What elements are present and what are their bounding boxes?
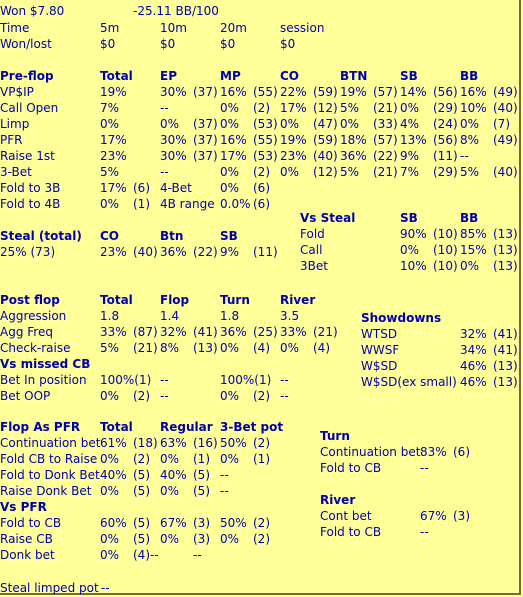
vs-steal-row-label: Fold (300, 227, 325, 241)
preflop-cell: 19% (340, 85, 367, 99)
preflop-cell: (40) (493, 101, 518, 115)
postflop-cell: (21) (133, 341, 158, 355)
postflop-cell: 1.4 (160, 309, 180, 323)
preflop-cell: -- (160, 165, 169, 179)
fold3b-label: Fold to 3B (0, 181, 61, 195)
vs-steal-cell: 90% (400, 227, 427, 241)
wonlost-session: $0 (280, 37, 296, 51)
preflop-cell: (40) (313, 149, 338, 163)
preflop-cell: 19% (280, 133, 307, 147)
vs-steal-cell: 85% (460, 227, 487, 241)
flop-pfr-cell: (5) (133, 468, 150, 482)
bet-in-position-turn: 100%(1) (220, 373, 272, 387)
postflop-row-label: Aggression (0, 309, 67, 323)
preflop-cell: 0% (220, 117, 240, 131)
fourbet-range-value: 0.0% (220, 197, 251, 211)
preflop-cell: 14% (400, 85, 427, 99)
preflop-col-mp: MP (220, 69, 241, 83)
preflop-cell: (7) (493, 117, 510, 131)
preflop-cell: 17% (220, 149, 247, 163)
flop-pfr-cell: (1) (253, 452, 270, 466)
bb-per-100: -25.11 BB/100 (133, 4, 219, 18)
vs-pfr-cell: (5) (133, 516, 150, 530)
postflop-cell: (21) (313, 325, 338, 339)
preflop-cell: (55) (253, 85, 278, 99)
preflop-cell: 0% (340, 117, 360, 131)
postflop-cell: (87) (133, 325, 158, 339)
postflop-cell: 0% (280, 341, 300, 355)
showdowns-title: Showdowns (361, 311, 442, 325)
fourbet-range-count: (6) (253, 197, 270, 211)
vs-steal-cell: 0% (400, 243, 420, 257)
postflop-cell: 33% (100, 325, 127, 339)
bet-in-position-total: 100%(1) (100, 373, 152, 387)
flop-pfr-cell: -- (220, 468, 229, 482)
steal-co-count: (40) (133, 245, 158, 259)
vs-steal-col-bb: BB (460, 211, 479, 225)
steal-col-sb: SB (220, 229, 238, 243)
preflop-cell: (53) (253, 149, 278, 163)
preflop-cell: (37) (193, 133, 218, 147)
preflop-cell: 5% (340, 165, 360, 179)
preflop-cell: 19% (100, 85, 127, 99)
showdown-cell: 46% (460, 359, 487, 373)
fourbet-label: 4-Bet (160, 181, 192, 195)
preflop-row-label: PFR (0, 133, 23, 147)
vs-pfr-row-label: Donk bet (0, 548, 55, 562)
wonlost-10m: $0 (160, 37, 176, 51)
postflop-row-label: Check-raise (0, 341, 71, 355)
preflop-col-sb: SB (400, 69, 418, 83)
vs-pfr-cell: 60% (100, 516, 127, 530)
steal-title: Steal (total) (0, 229, 82, 243)
flop-pfr-cell: -- (220, 484, 229, 498)
showdown-cell: (41) (493, 327, 518, 341)
preflop-cell: (49) (493, 133, 518, 147)
preflop-cell: 5% (100, 165, 120, 179)
preflop-cell: (40) (493, 165, 518, 179)
flop-pfr-col-regular: Regular (160, 420, 213, 434)
preflop-cell: (24) (433, 117, 458, 131)
flop-pfr-cell: 0% (160, 484, 180, 498)
flop-pfr-cell: (5) (193, 468, 210, 482)
bet-oop-total: 0% (100, 389, 120, 403)
vs-pfr-cell: (2) (253, 532, 270, 546)
river-cell: 67% (420, 509, 447, 523)
preflop-cell: (37) (193, 117, 218, 131)
preflop-cell: (49) (493, 85, 518, 99)
steal-sb-count: (11) (253, 245, 278, 259)
river-row-label: Fold to CB (320, 525, 382, 539)
bet-in-position-label: Bet In position (0, 373, 87, 387)
preflop-cell: (57) (373, 85, 398, 99)
fold4b-label: Fold to 4B (0, 197, 61, 211)
preflop-row-label: Raise 1st (0, 149, 55, 163)
flop-pfr-cell: 0% (100, 484, 120, 498)
flop-pfr-cell: 0% (220, 452, 240, 466)
showdown-row-label: WTSD (361, 327, 398, 341)
preflop-cell: (12) (313, 101, 338, 115)
vs-pfr-row-label: Fold to CB (0, 516, 62, 530)
time-20m: 20m (220, 21, 247, 35)
fourbet-value: 0% (220, 181, 240, 195)
flop-pfr-cell: (5) (133, 484, 150, 498)
vs-pfr-cell: 0% (220, 532, 240, 546)
preflop-cell: (56) (433, 133, 458, 147)
fold3b-total: 17% (100, 181, 127, 195)
preflop-col-total: Total (100, 69, 133, 83)
steal-co-value: 23% (100, 245, 127, 259)
steal-limped-value: -- (101, 581, 110, 595)
vs-pfr-cell: -- (193, 548, 202, 562)
postflop-col-total: Total (100, 293, 133, 307)
preflop-cell: (59) (313, 85, 338, 99)
wonlost-label: Won/lost (0, 37, 52, 51)
preflop-cell: 5% (340, 101, 360, 115)
fourbet-count: (6) (253, 181, 270, 195)
preflop-cell: (37) (193, 85, 218, 99)
preflop-cell: (33) (373, 117, 398, 131)
preflop-cell: 0% (160, 117, 180, 131)
preflop-cell: (22) (373, 149, 398, 163)
postflop-col-flop: Flop (160, 293, 190, 307)
postflop-cell: 5% (100, 341, 120, 355)
time-10m: 10m (160, 21, 187, 35)
preflop-cell: 7% (400, 165, 420, 179)
showdown-row-label: W$SD (361, 359, 398, 373)
won-amount: Won $7.80 (0, 4, 65, 18)
preflop-cell: (2) (253, 101, 270, 115)
preflop-cell: (21) (373, 101, 398, 115)
flop-pfr-cell: (1) (193, 452, 210, 466)
steal-col-co: CO (100, 229, 120, 243)
preflop-cell: 17% (100, 133, 127, 147)
steal-btn-value: 36% (160, 245, 187, 259)
vs-steal-cell: (10) (433, 227, 458, 241)
preflop-cell: 16% (220, 85, 247, 99)
vs-steal-cell: (10) (433, 243, 458, 257)
postflop-cell: 33% (280, 325, 307, 339)
fold4b-count: (1) (133, 197, 150, 211)
preflop-cell: (12) (313, 165, 338, 179)
showdown-cell: 34% (460, 343, 487, 357)
vs-steal-cell: (10) (433, 259, 458, 273)
vs-pfr-row-label: Raise CB (0, 532, 53, 546)
vs-steal-row-label: Call (300, 243, 323, 257)
bet-oop-river: -- (280, 389, 289, 403)
postflop-cell: (41) (193, 325, 218, 339)
postflop-cell: 32% (160, 325, 187, 339)
postflop-cell: (25) (253, 325, 278, 339)
bet-in-position-flop: -- (160, 373, 169, 387)
preflop-cell: 30% (160, 85, 187, 99)
preflop-cell: (29) (433, 101, 458, 115)
preflop-cell: 0% (460, 117, 480, 131)
preflop-cell: 17% (280, 101, 307, 115)
turn-row-label: Fold to CB (320, 461, 382, 475)
preflop-cell: 9% (400, 149, 420, 163)
vs-steal-cell: 15% (460, 243, 487, 257)
bet-oop-count: (2) (133, 389, 150, 403)
steal-total: 25% (73) (0, 245, 56, 259)
showdown-row-label: W$SD(ex small) (361, 375, 457, 389)
flop-pfr-col-total: Total (100, 420, 133, 434)
preflop-cell: 13% (400, 133, 427, 147)
preflop-cell: 30% (160, 149, 187, 163)
preflop-cell: 0% (280, 165, 300, 179)
preflop-cell: 0% (100, 117, 120, 131)
preflop-cell: 0% (400, 101, 420, 115)
showdown-cell: (41) (493, 343, 518, 357)
vs-steal-cell: (13) (493, 227, 518, 241)
preflop-cell: 10% (460, 101, 487, 115)
postflop-cell: (4) (253, 341, 270, 355)
steal-limped-label: Steal limped pot (0, 581, 99, 595)
preflop-cell: (57) (373, 133, 398, 147)
preflop-cell: 18% (340, 133, 367, 147)
vs-steal-cell: 10% (400, 259, 427, 273)
vs-pfr-cell: 0% (100, 532, 120, 546)
postflop-cell: 1.8 (100, 309, 120, 323)
flop-pfr-cell: (16) (193, 436, 218, 450)
fourbet-range-label: 4B range (160, 197, 215, 211)
preflop-cell: 4% (400, 117, 420, 131)
postflop-cell: 1.8 (220, 309, 240, 323)
vs-pfr-cell: (2) (253, 516, 270, 530)
turn-cell: 83% (420, 445, 447, 459)
vs-pfr-cell: (3) (193, 532, 210, 546)
preflop-cell: 22% (280, 85, 307, 99)
fold3b-count: (6) (133, 181, 150, 195)
preflop-cell: 0% (220, 165, 240, 179)
turn-title: Turn (320, 429, 350, 443)
vs-pfr-cell: (5) (133, 532, 150, 546)
preflop-cell: (2) (253, 165, 270, 179)
preflop-cell: 8% (460, 133, 480, 147)
preflop-cell: (21) (373, 165, 398, 179)
preflop-cell: (53) (253, 117, 278, 131)
bet-in-position-river: -- (280, 373, 289, 387)
preflop-cell: (47) (313, 117, 338, 131)
preflop-cell: -- (160, 101, 169, 115)
preflop-row-label: Limp (0, 117, 30, 131)
bet-oop-turn-count: (2) (253, 389, 270, 403)
postflop-cell: 0% (220, 341, 240, 355)
preflop-title: Pre-flop (0, 69, 54, 83)
preflop-col-bb: BB (460, 69, 479, 83)
flop-pfr-cell: (5) (193, 484, 210, 498)
showdown-cell: 32% (460, 327, 487, 341)
vs-steal-cell: 0% (460, 259, 480, 273)
turn-cell: -- (420, 461, 429, 475)
vs-pfr-title: Vs PFR (0, 500, 47, 514)
preflop-cell: (59) (313, 133, 338, 147)
missed-cb-title: Vs missed CB (0, 357, 91, 371)
flop-pfr-cell: 40% (100, 468, 127, 482)
flop-pfr-cell: 61% (100, 436, 127, 450)
showdown-cell: 46% (460, 375, 487, 389)
flop-pfr-row-label: Fold CB to Raise (0, 452, 98, 466)
turn-cell: (6) (453, 445, 470, 459)
wonlost-20m: $0 (220, 37, 236, 51)
showdown-row-label: WWSF (361, 343, 400, 357)
bet-oop-turn: 0% (220, 389, 240, 403)
flop-pfr-cell: (2) (133, 452, 150, 466)
postflop-cell: 8% (160, 341, 180, 355)
time-label: Time (0, 21, 30, 35)
postflop-col-river: River (280, 293, 316, 307)
postflop-title: Post flop (0, 293, 60, 307)
preflop-cell: (55) (253, 133, 278, 147)
preflop-cell: (11) (433, 149, 458, 163)
vs-pfr-cell: 67% (160, 516, 187, 530)
flop-pfr-row-label: Raise Donk Bet (0, 484, 92, 498)
preflop-col-co: CO (280, 69, 300, 83)
postflop-cell: 3.5 (280, 309, 300, 323)
postflop-col-turn: Turn (220, 293, 250, 307)
vs-pfr-cell: 50% (220, 516, 247, 530)
preflop-cell: 16% (220, 133, 247, 147)
preflop-cell: 7% (100, 101, 120, 115)
turn-row-label: Continuation bet (320, 445, 421, 459)
flop-pfr-cell: 63% (160, 436, 187, 450)
preflop-row-label: 3-Bet (0, 165, 32, 179)
preflop-cell: 16% (460, 85, 487, 99)
river-cell: -- (420, 525, 429, 539)
bet-oop-label: Bet OOP (0, 389, 51, 403)
river-row-label: Cont bet (320, 509, 372, 523)
vs-pfr-cell: (4)-- (133, 548, 159, 562)
vs-steal-cell: (13) (493, 259, 518, 273)
vs-steal-title: Vs Steal (300, 211, 356, 225)
time-5m: 5m (100, 21, 120, 35)
time-session: session (280, 21, 325, 35)
postflop-cell: 36% (220, 325, 247, 339)
fold4b-total: 0% (100, 197, 120, 211)
preflop-cell: 23% (100, 149, 127, 163)
vs-pfr-cell: (3) (193, 516, 210, 530)
preflop-col-btn: BTN (340, 69, 368, 83)
flop-pfr-cell: (2) (253, 436, 270, 450)
vs-pfr-cell: 0% (160, 532, 180, 546)
preflop-row-label: Call Open (0, 101, 59, 115)
flop-pfr-title: Flop As PFR (0, 420, 81, 434)
preflop-cell: 36% (340, 149, 367, 163)
preflop-cell: 0% (280, 117, 300, 131)
bet-oop-flop: -- (160, 389, 169, 403)
river-cell: (3) (453, 509, 470, 523)
steal-col-btn: Btn (160, 229, 184, 243)
preflop-cell: 30% (160, 133, 187, 147)
flop-pfr-row-label: Fold to Donk Bet (0, 468, 100, 482)
preflop-cell: (56) (433, 85, 458, 99)
wonlost-5m: $0 (100, 37, 116, 51)
postflop-row-label: Agg Freq (0, 325, 53, 339)
flop-pfr-cell: 0% (100, 452, 120, 466)
preflop-cell: 23% (280, 149, 307, 163)
vs-steal-cell: (13) (493, 243, 518, 257)
preflop-cell: (29) (433, 165, 458, 179)
showdown-cell: (13) (493, 375, 518, 389)
vs-pfr-cell: 0% (100, 548, 120, 562)
steal-sb-value: 9% (220, 245, 240, 259)
preflop-cell: -- (460, 149, 469, 163)
flop-pfr-row-label: Continuation bet (0, 436, 101, 450)
flop-pfr-cell: 50% (220, 436, 247, 450)
preflop-cell: 5% (460, 165, 480, 179)
showdown-cell: (13) (493, 359, 518, 373)
preflop-cell: 0% (220, 101, 240, 115)
flop-pfr-cell: 0% (160, 452, 180, 466)
flop-pfr-cell: 40% (160, 468, 187, 482)
preflop-col-ep: EP (160, 69, 177, 83)
flop-pfr-col-3bet: 3-Bet pot (220, 420, 284, 434)
postflop-cell: (13) (193, 341, 218, 355)
river-title: River (320, 493, 356, 507)
steal-btn-count: (22) (193, 245, 218, 259)
flop-pfr-cell: (18) (133, 436, 158, 450)
preflop-cell: (37) (193, 149, 218, 163)
preflop-row-label: VP$IP (0, 85, 34, 99)
postflop-cell: (4) (313, 341, 330, 355)
vs-steal-col-sb: SB (400, 211, 418, 225)
vs-steal-row-label: 3Bet (300, 259, 328, 273)
